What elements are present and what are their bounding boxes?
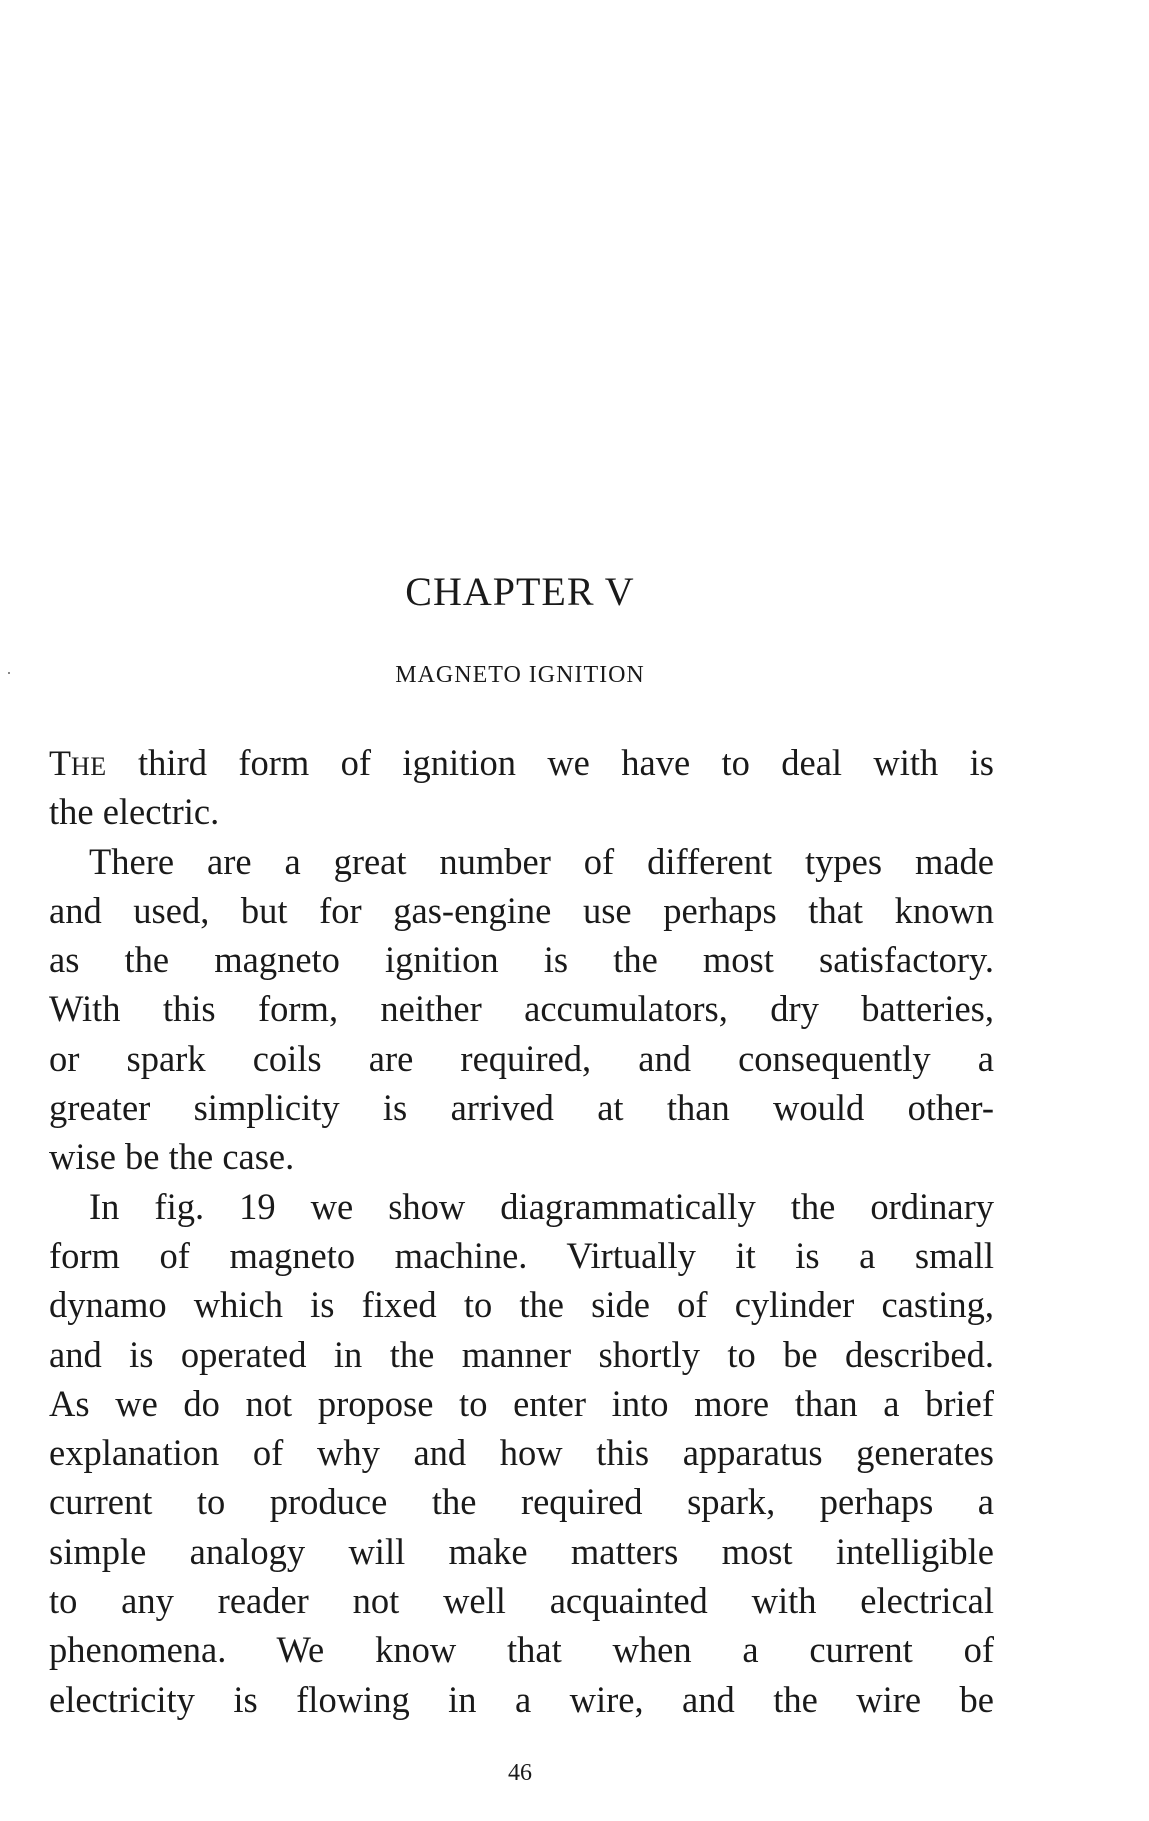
text-line: THE third form of ignition we have to deal with is: [49, 742, 994, 783]
text-line: phenomena. We know that when a current of: [49, 1629, 994, 1671]
text-line: simple analogy will make matters most intelligible: [49, 1530, 994, 1572]
text-line: to any reader not well acquainted with electrical: [49, 1580, 994, 1622]
text-line: the electric.: [49, 791, 220, 833]
text-line: As we do not propose to enter into more than a brief: [49, 1382, 994, 1424]
text-line: explanation of why and how this apparatus generates: [49, 1432, 994, 1474]
text-line: and used, but for gas-engine use perhaps that known: [49, 889, 994, 931]
text-line: wise be the case.: [49, 1136, 295, 1178]
text-line: dynamo which is fixed to the side of cylinder casting,: [49, 1284, 994, 1326]
text-line: In fig. 19 we show diagrammatically the ordinary: [89, 1185, 994, 1227]
text-line: as the magneto ignition is the most satisfactory.: [49, 939, 994, 981]
text-line: or spark coils are required, and consequently a: [49, 1037, 994, 1079]
chapter-subtitle: MAGNETO IGNITION: [395, 662, 645, 688]
text-line: current to produce the required spark, perhaps a: [49, 1481, 994, 1523]
chapter-title: CHAPTER V: [405, 569, 635, 614]
text-line: electricity is flowing in a wire, and the wire be: [49, 1678, 994, 1720]
text-line: greater simplicity is arrived at than would other-: [49, 1087, 994, 1129]
text-line: With this form, neither accumulators, dry batteries,: [49, 988, 994, 1030]
text-line: form of magneto machine. Virtually it is a small: [49, 1234, 994, 1276]
text-line: There are a great number of different types made: [89, 840, 994, 882]
text-line: and is operated in the manner shortly to be described.: [49, 1333, 994, 1375]
body-text: [49, 738, 994, 1724]
page-number: 46: [508, 1760, 532, 1786]
